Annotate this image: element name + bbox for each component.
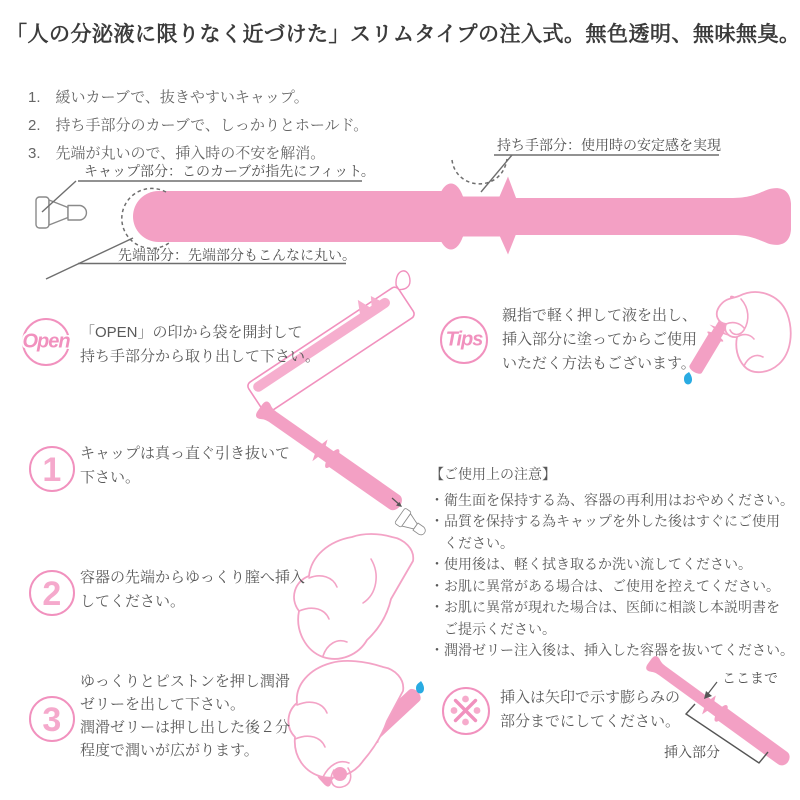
step3-badge [29, 696, 75, 742]
callout-grip-lines [452, 155, 719, 192]
caution-block [430, 464, 794, 662]
insert-part-label: 挿入部分 [664, 744, 720, 760]
tips-badge-label: Tips [445, 328, 483, 351]
jelly-drop-icon [416, 681, 424, 693]
tips-badge [440, 316, 488, 364]
kome-badge [442, 687, 490, 735]
callout-tip-label: 先端部分：先端部分もこんなに丸い。 [118, 247, 356, 263]
feature-item: 1. 緩いカーブで、抜きやすいキャップ。 [28, 89, 309, 106]
step2-text: 容器の先端からゆっくり膣へ挿入 してください。 [80, 569, 305, 610]
feature-item: 2. 持ち手部分のカーブで、しっかりとホールド。 [28, 117, 369, 134]
step2-illustration [294, 534, 413, 659]
step3-text: ゆっくりとピストンを押し潤滑 ゼリーを出して下さい。 潤滑ゼリーは押し出した後２分 程度で潤いが広がります。 [80, 673, 291, 759]
caution-title: 【ご使用上の注意】 [430, 466, 556, 482]
open-text: 「OPEN」の印から袋を開封して 持ち手部分から取り出して下さい。 [80, 324, 321, 365]
step2-badge [29, 570, 75, 616]
kome-mark-icon [441, 686, 490, 735]
applicator-body [133, 177, 791, 255]
tips-hand-illustration [684, 292, 791, 384]
open-badge [22, 318, 70, 366]
open-badge-label: Open [22, 330, 70, 353]
tips-text: 親指で軽く押して液を出し、 挿入部分に塗ってからご使用 いただく方法もございます。 [502, 307, 698, 372]
here-label: ここまで [722, 670, 778, 686]
note-text: 挿入は矢印で示す膨らみの 部分までにしてください。 [500, 689, 681, 730]
step3-badge-label: 3 [42, 701, 61, 740]
step3-illustration [288, 661, 426, 791]
features-list [28, 84, 368, 168]
caution-line: ・お肌に異常が現れた場合は、医師に相談し本説明書を [430, 599, 780, 615]
caution-line: ください。 [430, 534, 514, 551]
removed-cap-icon [394, 508, 429, 541]
caution-line: ・衛生面を保持する為、容器の再利用はおやめください。 [430, 491, 794, 508]
feature-item: 3. 先端が丸いので、挿入時の不安を解消。 [28, 145, 326, 162]
caution-line: ・品質を保持する為キャップを外した後はすぐにご使用 [430, 513, 780, 529]
caution-line: ご提示ください。 [430, 620, 556, 637]
caution-line: ・潤滑ゼリー注入後は、挿入した容器を抜いてください。 [430, 642, 794, 658]
step1-badge-label: 1 [42, 451, 61, 490]
step1-text: キャップは真っ直ぐ引き抜いて 下さい。 [80, 445, 291, 486]
here-arrow-icon [707, 682, 717, 695]
cap-icon [36, 197, 86, 228]
step2-badge-label: 2 [42, 575, 61, 614]
caution-line: ・使用後は、軽く拭き取るか洗い流してください。 [430, 556, 752, 572]
caution-line: ・お肌に異常がある場合は、ご使用を控えてください。 [430, 577, 780, 594]
page-title: 「人の分泌液に限りなく近づけた」スリムタイプの注入式。無色透明、無味無臭。 [6, 23, 800, 46]
step1-badge [29, 446, 75, 492]
callout-cap-label: キャップ部分：このカーブが指先にフィット。 [84, 163, 375, 179]
callout-grip-label: 持ち手部分：使用時の安定感を実現 [497, 137, 721, 153]
